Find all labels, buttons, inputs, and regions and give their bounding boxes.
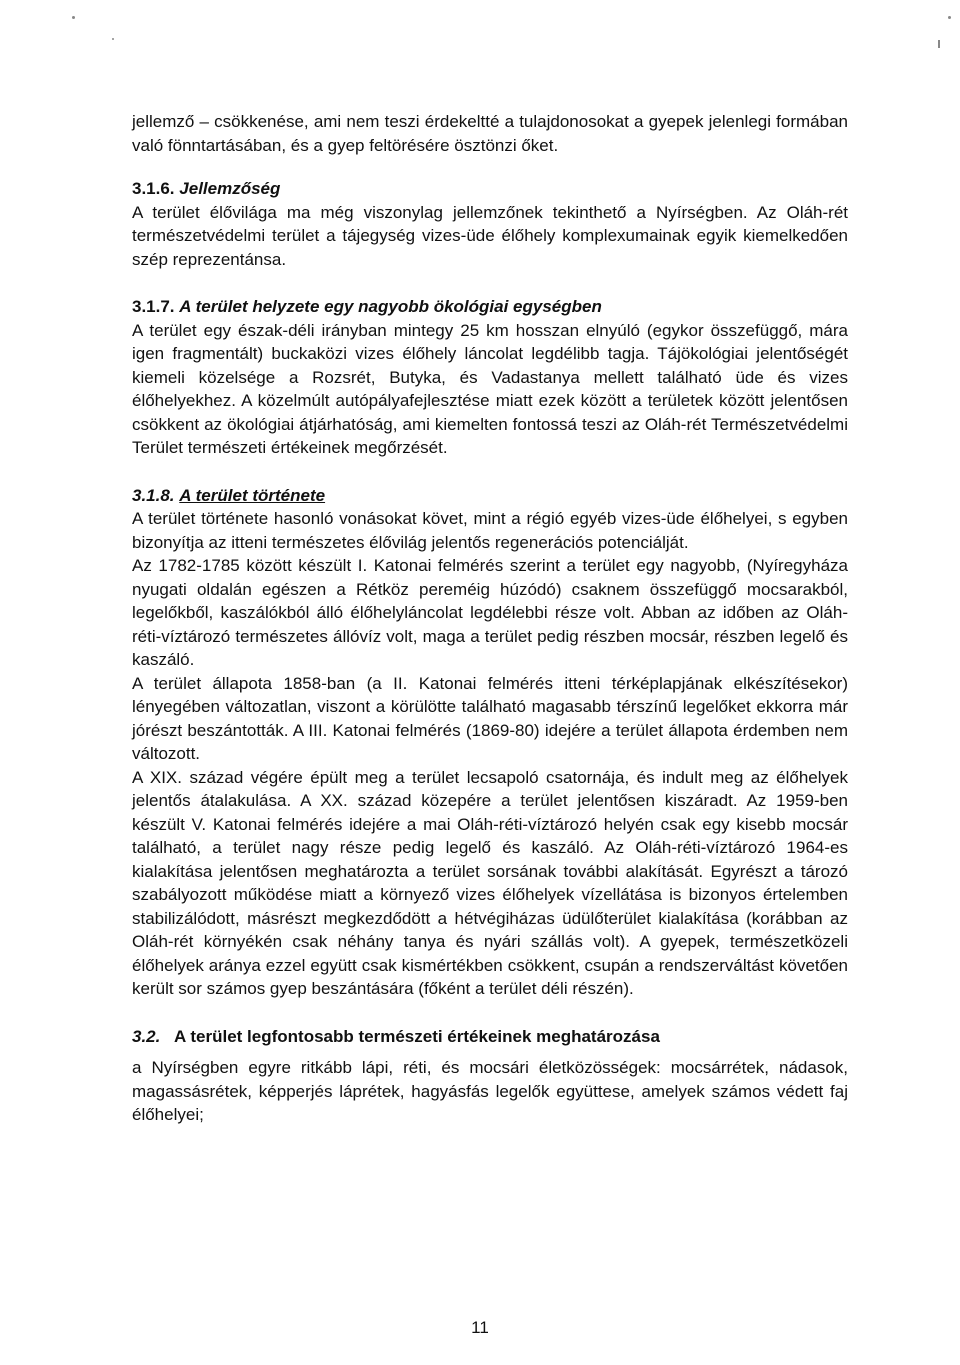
section-number: 3.1.7.: [132, 297, 175, 316]
section-heading-3-1-6: [132, 177, 848, 201]
paragraph-characteristics: A terület élővilága ma még viszonylag jellemzőnek tekinthető a Nyírségben. Az Oláh-rét természetvédelmi terület a tájegység vizes-üde élőhely komplexumainak egyik kiemelkedően szép reprezentánsa.: [132, 202, 848, 269]
section-heading-3-2: [132, 1025, 848, 1049]
paragraph-natural-values: a Nyírségben egyre ritkább lápi, réti, és mocsári életközösségek: mocsárrétek, nádasok, magassásrétek, képperjés láprétek, hagyásfás legelők együttese, amelyek számos védett faj élőhelyei;: [132, 1058, 848, 1124]
section-title: Jellemzőség: [179, 179, 281, 198]
section-title: A terület helyzete egy nagyobb ökológiai egységben: [179, 297, 602, 316]
paragraph-intro: jellemző – csökkenése, ami nem teszi érdekeltté a tulajdonosokat a gyepek jelenlegi formában való fönntartásában, és a gyep feltörésére ösztönzi őket.: [132, 112, 848, 155]
scan-speck: [112, 38, 114, 40]
section-number: 3.2.: [132, 1026, 161, 1046]
scan-speck: [948, 16, 951, 19]
section-number: 3.1.6.: [132, 179, 175, 198]
paragraph-ecological-unit: A terület egy észak-déli irányban mintegy 25 km hosszan elnyúló (egykor összefüggő, mára igen fragmentált) buckaközi vizes élőhely láncolat legdélibb tagja. Tájökológiai jelentőségét kiemeli közelsége a Rozsrét, Butyka, és Vadastanya mellett található üde és vizes élőhelyekhez. A közelmúlt autópályafejlesztése miatt ezek között a területek között jelentősen csökkent az ökológiai átjárhatóság, ami kiemelten fontossá teszi az Oláh-rét Természetvédelmi Terület természeti értékeinek megőrzését.: [132, 320, 848, 457]
section-title: A terület története: [179, 485, 326, 505]
page-number: 11: [471, 1318, 489, 1337]
scan-speck: [938, 40, 940, 48]
scan-speck: [72, 16, 75, 19]
section-heading-3-1-7: [132, 295, 848, 319]
paragraph-history-first-survey: Az 1782-1785 között készült I. Katonai felmérés szerint a terület egy nagyobb, (Nyíregyháza nyugati oldalán egészen a Rétköz pereméig húzódó) csaknem összefüggő mocsarakból, legelőkből, kaszálókból álló élőhelyláncolat legdélebbi része volt. Abban az időben az Oláh-réti-víztározó természetes állóvíz volt, maga a terület pedig részben mocsár, részben legelő és kaszáló.: [132, 556, 848, 669]
section-number: 3.1.8.: [132, 485, 175, 505]
paragraph-history-modern: A XIX. század végére épült meg a terület lecsapoló csatornája, és indult meg az élőhelyek jelentős átalakulása. A XX. század közepére a terület jelentősen kiszáradt. Az 1959-ben készült V. Katonai felmérés idejére a mai Oláh-réti-víztározó helyén csak egy kisebb mocsár található, a terület nagy része pedig legelő és kaszáló. Az Oláh-réti-víztározó 1964-es kialakítása jelentősen meghatározta a terület sorsának további alakítását. Egyrészt a tározó szabályozott működése miatt a környező vizes élőhelyek vízellátása is bizonyos értelemben stabilizálódott, másrészt megkezdődött a hétvégiházas üdülőterület kialakítása (korábban az Oláh-rét környékén csak néhány tanya és nyári szállás volt). A gyepek, természetközeli élőhelyek aránya ezzel együtt csak kismértékben csökkent, csupán a rendszerváltást követően került sor számos gyep beszántására (főként a terület déli részén).: [132, 767, 848, 998]
paragraph-history-second-survey: A terület állapota 1858-ban (a II. Katonai felmérés itteni térképlapjának elkészítésekor) lényegében változatlan, viszont a körülötte található magasabb térszínű legelőket ekkorra már jórészt beszántották. A III. Katonai felmérés (1869-80) idejére a terület állapota érdemben nem változott.: [132, 673, 848, 763]
section-title: A terület legfontosabb természeti értékeinek meghatározása: [174, 1026, 660, 1046]
document-body: [132, 110, 848, 1127]
paragraph-history-intro: A terület története hasonló vonásokat követ, mint a régió egyéb vizes-üde élőhelyei, s egyben bizonyítja az itteni természetes élővilág jelentős regenerációs potenciálját.: [132, 509, 848, 552]
section-heading-3-1-8: [132, 484, 848, 508]
